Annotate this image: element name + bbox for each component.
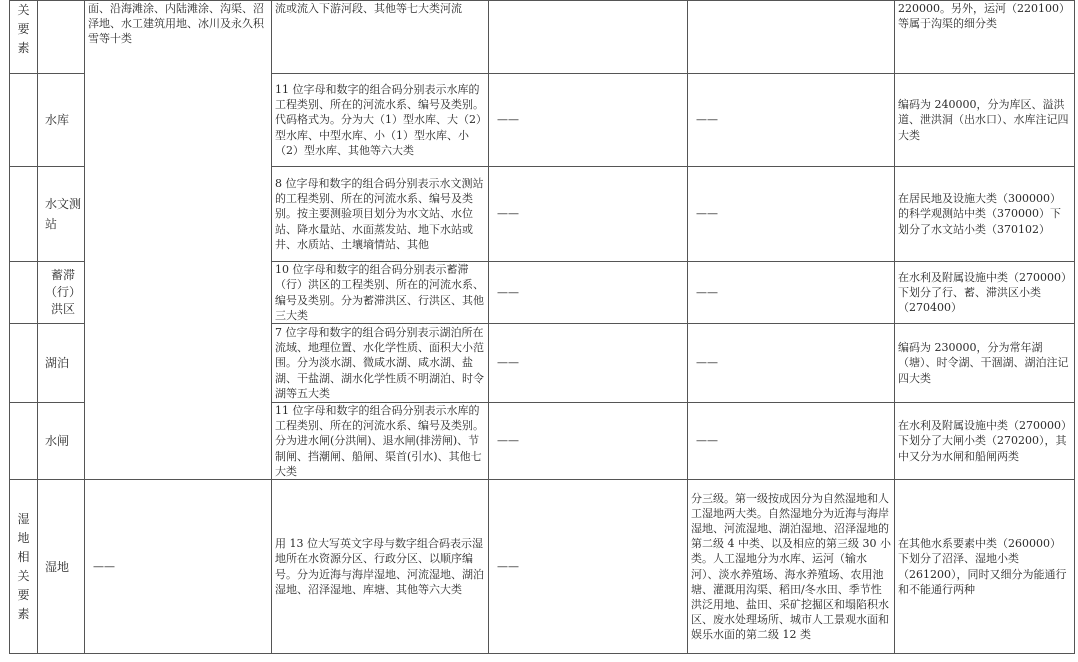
basic-geo-code-cell: 在水利及附属设施中类（270000）下划分了大闸小类（270200），其中又分为水闸和船闸两类 — [895, 403, 1075, 480]
table-row — [10, 1, 1075, 74]
water-code-cell: 用 13 位大写英文字母与数字组合码表示湿地所在水资源分区、行政分区、以顺序编号。分为近海与海岸湿地、河流湿地、湖泊湿地、沼泽湿地、库塘、其他等六大类 — [272, 480, 489, 654]
element-cell: 湿地 — [38, 480, 85, 654]
water-code-cell: 7 位字母和数字的组合码分别表示湖泊所在流域、地理位置、水化学性质、面积大小范围。分为淡水湖、微咸水湖、咸水湖、盐湖、干盐湖、湖水化学性质不明湖泊、时令湖等五大类 — [272, 324, 489, 403]
standards-comparison-table — [9, 0, 1075, 654]
dash-cell: —— — [688, 167, 895, 262]
category-cell: 湿地相关要素 — [10, 480, 38, 654]
dash-cell: —— — [489, 167, 688, 262]
water-code-cell: 10 位字母和数字的组合码分别表示蓄滞（行）洪区的工程类别、所在的河流水系、编号及类别。分为蓄滞洪区、行洪区、其他三大类 — [272, 262, 489, 324]
basic-geo-code-cell: 220000。另外，运河（220100）等属于沟渠的细分类 — [895, 1, 1075, 74]
dash-cell: —— — [688, 324, 895, 403]
element-cell: 水闸 — [38, 403, 85, 480]
category-cell — [10, 403, 38, 480]
water-code-cell: 11 位字母和数字的组合码分别表示水库的工程类别、所在的河流水系、编号及类别。分为进水闸(分洪闸)、退水闸(排涝闸)、节制闸、挡潮闸、船闸、渠首(引水)、其他七大类 — [272, 403, 489, 480]
element-cell: 水文测站 — [38, 167, 85, 262]
basic-geo-code-cell: 在水利及附属设施中类（270000）下划分了行、蓄、滞洪区小类（270400） — [895, 262, 1075, 324]
dash-cell: —— — [85, 480, 272, 654]
dash-cell: —— — [489, 262, 688, 324]
dash-cell: —— — [489, 324, 688, 403]
table-cell — [489, 1, 688, 74]
table-row — [10, 480, 1075, 654]
basic-geo-code-cell: 编码为 230000，分为常年湖（塘）、时令湖、干涸湖、湖泊注记四大类 — [895, 324, 1075, 403]
wetland-classification-cell: 分三级。第一级按成因分为自然湿地和人工湿地两大类。自然湿地分为近海与海岸湿地、河流湿地、湖泊湿地、沼泽湿地的第二级 4 中类、以及相应的第三级 30 小类。人工湿地分为水库、运河（输水河）、淡水养殖场、海水养殖场、农用池塘、灌溉用沟渠、稻田/冬水田、季节性洪泛用地、盐田、采矿挖掘区和塌陷积水区、废水处理场所、城市人工景观水面和娱乐水面的第二级 12 类 — [688, 480, 895, 654]
land-use-classification-cell: 面、沿海滩涂、内陆滩涂、沟渠、沼泽地、水工建筑用地、冰川及永久积雪等十类 — [85, 1, 272, 480]
water-code-cell: 8 位字母和数字的组合码分别表示水文测站的工程类别、所在的河流水系、编号及类别。按主要测验项目划分为水文站、水位站、降水量站、水面蒸发站、地下水站或井、水质站、土壤墒情站、其他 — [272, 167, 489, 262]
water-code-cell: 流或流入下游河段、其他等七大类河流 — [272, 1, 489, 74]
dash-cell: —— — [489, 403, 688, 480]
table-cell — [688, 1, 895, 74]
category-cell — [10, 262, 38, 324]
dash-cell: —— — [489, 74, 688, 167]
dash-cell: —— — [489, 480, 688, 654]
dash-cell: —— — [688, 74, 895, 167]
dash-cell: —— — [688, 262, 895, 324]
water-code-cell: 11 位字母和数字的组合码分别表示水库的工程类别、所在的河流水系、编号及类别。代码格式为。分为大（1）型水库、大（2）型水库、中型水库、小（1）型水库、小（2）型水库、其他等六大类 — [272, 74, 489, 167]
category-cell: 关要素 — [10, 1, 38, 74]
category-cell — [10, 324, 38, 403]
dash-cell: —— — [688, 403, 895, 480]
basic-geo-code-cell: 在其他水系要素中类（260000）下划分了沼泽、湿地小类（261200），同时又细分为能通行和不能通行两种 — [895, 480, 1075, 654]
element-cell: 蓄滞（行）洪区 — [38, 262, 85, 324]
element-cell: 湖泊 — [38, 324, 85, 403]
basic-geo-code-cell: 编码为 240000，分为库区、溢洪道、泄洪洞（出水口）、水库注记四大类 — [895, 74, 1075, 167]
basic-geo-code-cell: 在居民地及设施大类（300000）的科学观测站中类（370000）下划分了水文站小类（370102） — [895, 167, 1075, 262]
category-cell — [10, 167, 38, 262]
element-cell: 水库 — [38, 74, 85, 167]
category-cell — [10, 74, 38, 167]
element-cell — [38, 1, 85, 74]
